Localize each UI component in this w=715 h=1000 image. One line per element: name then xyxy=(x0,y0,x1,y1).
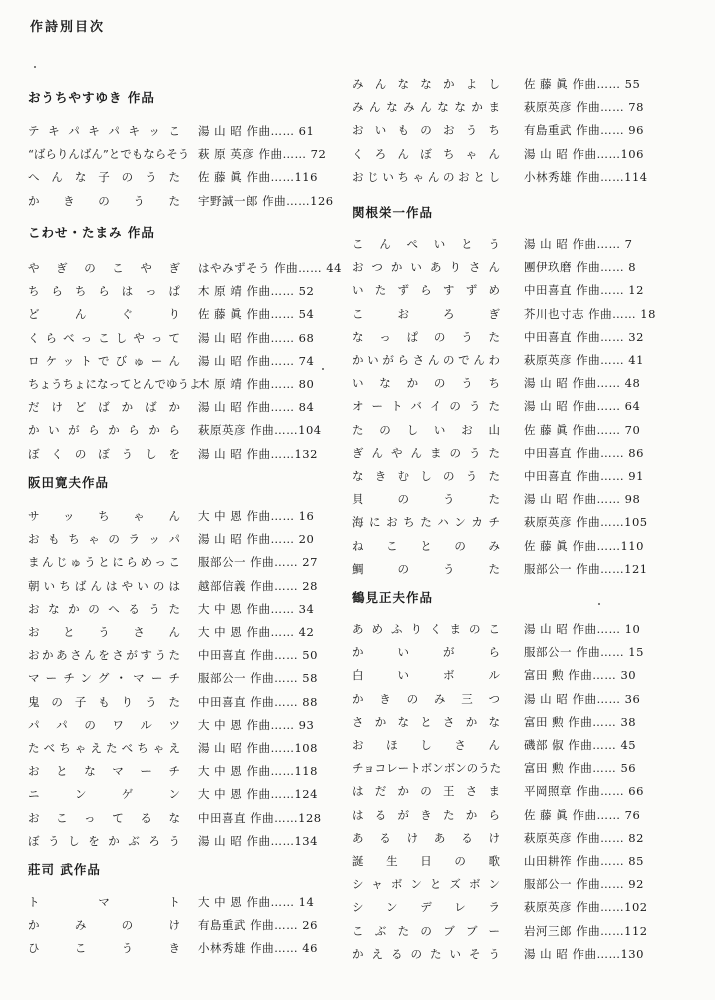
song-title: みんななかよし xyxy=(352,77,500,91)
song-title: たのしいお山 xyxy=(352,422,500,437)
toc-entry xyxy=(28,330,343,346)
song-title: トマト xyxy=(28,895,180,909)
song-title: かえるのたいそう xyxy=(352,946,500,961)
composer-credit: 山田耕筰 作曲…… 85 xyxy=(524,854,644,868)
toc-entry xyxy=(28,694,343,710)
composer-credit: 大 中 恩 作曲……124 xyxy=(198,787,318,802)
song-title: かいがらからから xyxy=(28,423,180,438)
song-title: はるがきたから xyxy=(352,807,500,822)
song-title: おほしさん xyxy=(352,738,500,752)
composer-credit: 中田喜直 作曲…… 88 xyxy=(198,694,318,709)
composer-credit: 服部公一 作曲…… 15 xyxy=(524,645,644,660)
song-title: やぎのこやぎ xyxy=(28,261,180,275)
toc-entry xyxy=(352,807,682,823)
toc-entry xyxy=(28,169,343,185)
song-title: ちらちらはっぱ xyxy=(28,284,180,299)
song-title: くろんぼちゃん xyxy=(352,146,500,161)
composer-credit: 湯 山 昭 作曲…… 48 xyxy=(524,376,641,391)
composer-credit: 萩原英彦 作曲……102 xyxy=(524,900,648,915)
song-title: おなかのへるうた xyxy=(28,601,180,616)
toc-entry xyxy=(28,601,343,617)
print-speck xyxy=(34,66,36,68)
toc-entry xyxy=(352,375,682,391)
toc-entry xyxy=(352,714,682,730)
song-title: へんな子のうた xyxy=(28,170,180,185)
toc-entry xyxy=(28,917,343,933)
song-title: いなかのうち xyxy=(352,376,500,391)
song-title: あめふりくまのこ xyxy=(352,622,500,636)
toc-entry xyxy=(28,399,343,415)
composer-credit: 中田喜直 作曲…… 12 xyxy=(524,283,644,298)
toc-entry xyxy=(352,853,682,869)
composer-credit: 芥川也寸志 作曲…… 18 xyxy=(524,306,656,321)
section-heading: 莊司 武作品 xyxy=(28,862,101,877)
toc-entry xyxy=(352,923,682,939)
section-heading: 阪田寛夫作品 xyxy=(28,475,110,490)
composer-credit: 服部公一 作曲…… 58 xyxy=(198,671,318,686)
composer-credit: 磯部 俶 作曲…… 45 xyxy=(524,738,637,752)
composer-credit: 大 中 恩 作曲…… 14 xyxy=(198,895,315,909)
toc-entry xyxy=(28,624,343,640)
composer-credit: 湯 山 昭 作曲……130 xyxy=(524,946,644,961)
composer-credit: 湯 山 昭 作曲…… 68 xyxy=(198,330,315,345)
composer-credit: 大 中 恩 作曲…… 34 xyxy=(198,601,315,616)
toc-entry xyxy=(352,946,682,962)
toc-entry xyxy=(352,352,682,368)
composer-credit: 平岡照章 作曲…… 66 xyxy=(524,784,644,799)
composer-credit: 萩 原 英彦 作曲…… 72 xyxy=(198,147,327,162)
composer-credit: 服部公一 作曲…… 27 xyxy=(198,555,318,570)
song-title: おいものおうち xyxy=(352,123,500,138)
composer-credit: 湯 山 昭 作曲……106 xyxy=(524,146,644,161)
toc-entry xyxy=(352,538,682,554)
song-title: ちょうちょになってとんでゆうよ xyxy=(28,377,201,391)
composer-credit: 大 中 恩 作曲……118 xyxy=(198,764,318,779)
composer-credit: 宇野誠一郎 作曲……126 xyxy=(198,193,334,208)
song-title: ねことのみ xyxy=(352,538,500,553)
section-heading: 鶴見正夫作品 xyxy=(352,590,434,605)
toc-entry xyxy=(28,422,343,438)
song-title: こぶたのブブー xyxy=(352,923,500,938)
composer-credit: 中田喜直 作曲…… 91 xyxy=(524,469,644,483)
song-title: パパのワルツ xyxy=(28,717,180,732)
composer-credit: 中田喜直 作曲…… 32 xyxy=(524,329,644,344)
section-heading: 関根栄一作品 xyxy=(352,205,434,220)
toc-entry xyxy=(352,306,682,322)
composer-credit: 湯 山 昭 作曲…… 61 xyxy=(198,124,315,138)
song-title: マーチング・マーチ xyxy=(28,671,180,686)
song-title: ニンゲン xyxy=(28,787,180,802)
toc-entry xyxy=(28,578,343,594)
song-title: かみのけ xyxy=(28,918,180,933)
toc-entry xyxy=(352,445,682,461)
song-title: かきのうた xyxy=(28,193,180,208)
toc-entry xyxy=(352,169,682,185)
toc-entry xyxy=(352,737,682,753)
composer-credit: 中田喜直 作曲…… 50 xyxy=(198,648,318,663)
song-title: シャボンとズボン xyxy=(352,877,500,892)
composer-credit: 湯 山 昭 作曲…… 7 xyxy=(524,237,633,251)
composer-credit: 湯 山 昭 作曲…… 64 xyxy=(524,399,641,414)
composer-credit: 佐 藤 眞 作曲…… 55 xyxy=(524,77,641,91)
toc-entry xyxy=(352,259,682,275)
toc-entry xyxy=(352,691,682,707)
composer-credit: 佐 藤 眞 作曲……116 xyxy=(198,170,318,185)
composer-credit: 湯 山 昭 作曲…… 74 xyxy=(198,353,315,368)
song-title: 鯛のうた xyxy=(352,561,500,576)
toc-entry xyxy=(28,146,343,162)
composer-credit: 岩河三郎 作曲……112 xyxy=(524,923,648,938)
toc-entry xyxy=(28,283,343,299)
toc-entry xyxy=(352,644,682,660)
composer-credit: 有島重武 作曲…… 26 xyxy=(198,918,318,933)
toc-entry xyxy=(28,894,343,910)
song-title: テキパキパキッこ xyxy=(28,124,180,138)
toc-entry xyxy=(28,647,343,663)
composer-credit: 富田 勲 作曲…… 56 xyxy=(524,761,637,776)
composer-credit: 中田喜直 作曲…… 86 xyxy=(524,445,644,460)
song-title: サッちゃん xyxy=(28,509,180,523)
song-title: まんじゅうとにらめっこ xyxy=(28,555,180,570)
toc-entry xyxy=(352,783,682,799)
composer-credit: 小林秀雄 作曲……114 xyxy=(524,169,648,184)
composer-credit: 湯 山 昭 作曲……134 xyxy=(198,833,318,848)
song-title: あるけあるけ xyxy=(352,830,500,845)
toc-entry xyxy=(352,830,682,846)
song-title: おこってるな xyxy=(28,810,180,825)
song-title: ぼくのぼうしを xyxy=(28,446,180,461)
toc-entry xyxy=(352,561,682,577)
song-title: みんなみんななかま xyxy=(352,100,500,115)
page-title: 作詩別目次 xyxy=(30,20,106,35)
composer-credit: 湯 山 昭 作曲…… 84 xyxy=(198,400,315,415)
composer-credit: 佐 藤 眞 作曲…… 54 xyxy=(198,307,315,322)
toc-entry xyxy=(352,899,682,915)
composer-credit: 萩原英彦 作曲…… 82 xyxy=(524,830,644,845)
song-title: 誕生日の歌 xyxy=(352,854,500,868)
song-title: どんぐり xyxy=(28,307,180,322)
toc-entry xyxy=(28,193,343,209)
song-title: だけどばかばか xyxy=(28,400,180,415)
song-title: チョコレートボンボンのうた xyxy=(352,761,502,776)
composer-credit: 大 中 恩 作曲…… 42 xyxy=(198,625,315,639)
song-title: こおろぎ xyxy=(352,306,500,321)
composer-credit: 服部公一 作曲…… 92 xyxy=(524,877,644,892)
toc-entry xyxy=(352,236,682,252)
song-title: なきむしのうた xyxy=(352,469,500,483)
song-title: 朝いちばんはやいのは xyxy=(28,578,180,593)
toc-entry xyxy=(352,468,682,484)
song-title: 貝のうた xyxy=(352,492,500,507)
toc-entry xyxy=(352,76,682,92)
song-title: なっぱのうた xyxy=(352,329,500,344)
toc-entry xyxy=(28,833,343,849)
toc-entry xyxy=(352,146,682,162)
toc-entry xyxy=(28,763,343,779)
composer-credit: 湯 山 昭 作曲…… 20 xyxy=(198,532,315,547)
song-title: “ばらりんばん”とでもならそう xyxy=(28,147,190,162)
composer-credit: 木 原 靖 作曲…… 52 xyxy=(198,284,315,299)
toc-entry xyxy=(352,514,682,530)
composer-credit: 越部信義 作曲…… 28 xyxy=(198,578,318,593)
toc-entry xyxy=(352,621,682,637)
song-title: ロケットでびゅーん xyxy=(28,353,180,368)
section-heading: こわせ・たまみ 作品 xyxy=(28,225,155,240)
song-title: おかあさんをさがすうた xyxy=(28,648,180,663)
song-title: オートバイのうた xyxy=(352,399,500,414)
toc-entry xyxy=(352,422,682,438)
composer-credit: はやみずそう 作曲…… 44 xyxy=(198,261,342,275)
composer-credit: 木 原 靖 作曲…… 80 xyxy=(198,377,315,391)
song-title: おじいちゃんのおとし xyxy=(352,169,500,184)
toc-entry xyxy=(28,123,343,139)
composer-credit: 大 中 恩 作曲…… 93 xyxy=(198,717,315,732)
toc-entry xyxy=(352,876,682,892)
composer-credit: 小林秀雄 作曲…… 46 xyxy=(198,941,318,956)
song-title: いたずらすずめ xyxy=(352,283,500,298)
toc-entry xyxy=(352,329,682,345)
song-title: ぎんやんまのうた xyxy=(352,445,500,460)
composer-credit: 大 中 恩 作曲…… 16 xyxy=(198,509,315,523)
toc-entry xyxy=(352,667,682,683)
song-title: かきのみ三つ xyxy=(352,691,500,706)
toc-entry xyxy=(28,940,343,956)
song-title: かいがらさんのでんわ xyxy=(352,353,500,367)
section-heading: おうちやすゆき 作品 xyxy=(28,90,155,105)
toc-entry xyxy=(352,491,682,507)
song-title: ぼうしをかぶろう xyxy=(28,833,180,848)
toc-entry xyxy=(28,531,343,547)
song-title: 白いボル xyxy=(352,668,500,683)
toc-entry xyxy=(28,508,343,524)
song-title: 海におちたハンカチ xyxy=(352,515,500,530)
toc-entry xyxy=(28,554,343,570)
composer-credit: 萩原英彦 作曲……104 xyxy=(198,423,322,438)
toc-entry xyxy=(352,99,682,115)
song-title: こんぺいとう xyxy=(352,237,500,251)
song-title: おつかいありさん xyxy=(352,260,500,275)
composer-credit: 富田 勲 作曲…… 30 xyxy=(524,668,637,683)
song-title: シンデレラ xyxy=(352,900,500,915)
toc-entry xyxy=(352,398,682,414)
toc-entry xyxy=(28,446,343,462)
song-title: ひこうき xyxy=(28,941,180,956)
composer-credit: 佐 藤 眞 作曲……110 xyxy=(524,538,644,553)
composer-credit: 富田 勲 作曲…… 38 xyxy=(524,714,637,729)
composer-credit: 佐 藤 眞 作曲…… 70 xyxy=(524,422,641,437)
composer-credit: 萩原英彦 作曲…… 41 xyxy=(524,353,644,367)
composer-credit: 萩原英彦 作曲……105 xyxy=(524,515,648,530)
toc-entry xyxy=(352,282,682,298)
composer-credit: 佐 藤 眞 作曲…… 76 xyxy=(524,807,641,822)
toc-entry xyxy=(28,260,343,276)
song-title: たべちゃえたべちゃえ xyxy=(28,741,180,755)
toc-entry xyxy=(28,717,343,733)
song-title: おとうさん xyxy=(28,625,180,639)
toc-entry xyxy=(352,760,682,776)
composer-credit: 湯 山 昭 作曲…… 10 xyxy=(524,622,641,636)
toc-entry xyxy=(28,740,343,756)
song-title: おとなマーチ xyxy=(28,764,180,779)
song-title: さかなとさかな xyxy=(352,714,500,729)
composer-credit: 湯 山 昭 作曲…… 98 xyxy=(524,492,641,507)
song-title: おもちゃのラッパ xyxy=(28,532,180,547)
toc-entry xyxy=(352,122,682,138)
song-title: くらべっこしやって xyxy=(28,330,180,345)
song-title: はだかの王さま xyxy=(352,784,500,799)
toc-entry xyxy=(28,353,343,369)
toc-entry xyxy=(28,786,343,802)
toc-entry xyxy=(28,306,343,322)
composer-credit: 有島重武 作曲…… 96 xyxy=(524,123,644,138)
composer-credit: 湯 山 昭 作曲……132 xyxy=(198,446,318,461)
composer-credit: 湯 山 昭 作曲…… 36 xyxy=(524,691,641,706)
song-title: かいがら xyxy=(352,645,500,660)
toc-entry xyxy=(28,810,343,826)
composer-credit: 中田喜直 作曲……128 xyxy=(198,810,322,825)
toc-entry xyxy=(28,376,343,392)
print-speck xyxy=(598,603,600,605)
composer-credit: 湯 山 昭 作曲……108 xyxy=(198,741,318,755)
toc-entry xyxy=(28,670,343,686)
composer-credit: 萩原英彦 作曲…… 78 xyxy=(524,100,644,115)
song-title: 鬼の子もりうた xyxy=(28,694,180,709)
composer-credit: 服部公一 作曲……121 xyxy=(524,561,648,576)
composer-credit: 團伊玖磨 作曲…… 8 xyxy=(524,260,637,275)
